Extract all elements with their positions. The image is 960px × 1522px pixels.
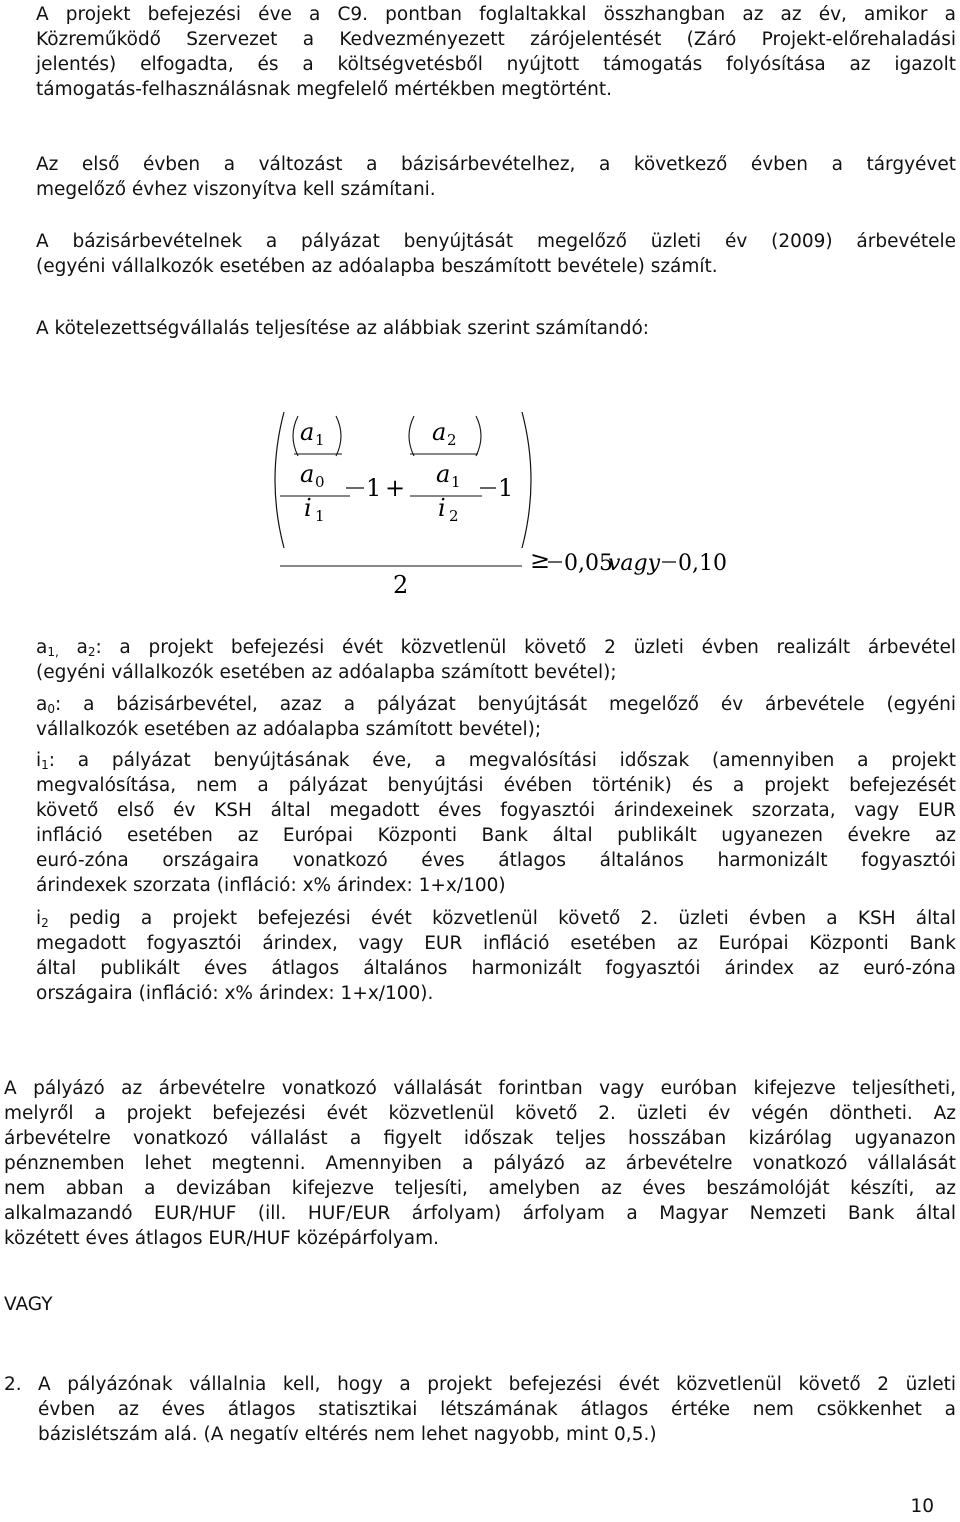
def-i1-line-1: : a pályázat benyújtásának éve, a megvalósítási időszak (amennyiben a projekt [48, 750, 956, 771]
base-revenue-line-2: (egyéni vállalkozók esetében az adóalapba beszámított bevétele) számít. [36, 256, 718, 277]
plus-sign: + [385, 474, 406, 502]
inner-paren-1-right [336, 416, 341, 456]
currency-line-1: A pályázó az árbevételre vonatkozó vállalását forintban vagy euróban kifejezve teljesítheti, [4, 1078, 956, 1099]
item-2-text [38, 1372, 956, 1447]
def-a0-line-2: vállalkozók esetében az adóalapba számított bevétel); [36, 719, 542, 740]
currency-line-4: pénznemben lehet megtenni. Amennyiben a pályázó az árbevételre vonatkozó vállalását [4, 1153, 956, 1174]
currency-line-7: közétett éves átlagos EUR/HUF középárfolyam. [4, 1228, 439, 1249]
threshold-value: 0,05 [564, 551, 613, 576]
def-i2-line-4: országaira (infláció: x% árindex: 1+x/100). [36, 983, 434, 1004]
i2-subscript: 2 [449, 507, 459, 525]
page-number: 10 [910, 1496, 934, 1517]
inner-paren-2-left [409, 416, 414, 456]
item-2-line-1: A pályázónak vállalnia kell, hogy a projekt befejezési évét közvetlenül követő 2 üzleti [38, 1374, 956, 1395]
i1-subscript: 1 [315, 507, 325, 525]
a2-subscript: 2 [447, 431, 457, 449]
a0-symbol: a [300, 460, 315, 488]
first-year-paragraph [36, 152, 956, 202]
def-i1-line-4: infláció esetében az Európai Központi Bank által publikált ugyanezen évekre az [36, 825, 956, 846]
def-a12-lead: a [36, 637, 48, 658]
def-i2-line-1: pedig a projekt befejezési évét közvetlenül követő 2. üzleti évben a KSH által [48, 908, 956, 929]
def-a12-sub2: 2 [87, 645, 96, 659]
intro-paragraph [36, 2, 956, 102]
i1-symbol: i [304, 494, 312, 522]
definition-a1-a2 [36, 635, 956, 685]
formula [260, 400, 730, 600]
vagy-word: vagy [608, 551, 661, 576]
def-a0-lead: a [36, 694, 48, 715]
intro-line-1: A projekt befejezési éve a C9. pontban foglaltakkal összhangban az az év, amikor a [36, 4, 956, 25]
def-i2-lead: i [36, 908, 42, 929]
intro-line-4: támogatás-felhasználásnak megfelelő mértékben megtörtént. [36, 79, 613, 100]
def-i2-line-3: által publikált éves átlagos általános harmonizált fogyasztói árindex az euró-zóna [36, 958, 956, 979]
vagy-label: VAGY [4, 1294, 53, 1315]
commitment-intro: A kötelezettségvállalás teljesítése az alábbiak szerint számítandó: [36, 318, 650, 339]
base-revenue-paragraph [36, 229, 956, 279]
a1b-symbol: a [436, 460, 451, 488]
def-i1-sub: 1 [41, 758, 49, 772]
def-a0-line-1: : a bázisárbevétel, azaz a pályázat benyújtását megelőző év árbevétele (egyéni [54, 694, 956, 715]
currency-paragraph [4, 1076, 956, 1251]
minus-one-2: 1 [498, 474, 514, 502]
item-2-number: 2. [4, 1374, 22, 1395]
item-2-line-3: bázislétszám alá. (A negatív eltérés nem lehet nagyobb, mint 0,5.) [38, 1424, 657, 1445]
def-i1-lead: i [36, 750, 42, 771]
def-a12-sub1: 1, [47, 645, 59, 659]
def-a12-mid: a [58, 637, 88, 658]
def-a0-sub: 0 [47, 702, 55, 716]
inner-paren-2-right [476, 416, 481, 456]
def-i1-line-3: követő első év KSH által megadott éves fogyasztói árindexeinek szorzata, vagy EUR [36, 800, 956, 821]
a1-symbol: a [300, 418, 315, 446]
formula-svg [260, 400, 730, 600]
base-revenue-line-1: A bázisárbevételnek a pályázat benyújtását megelőző üzleti év (2009) árbevétele [36, 231, 956, 252]
a1-subscript: 1 [315, 431, 325, 449]
def-i1-line-2: megvalósítása, nem a pályázat benyújtási évében történik) és a projekt befejezését [36, 775, 956, 796]
currency-line-3: árbevételre vonatkozó vállalást a figyelt időszak teljes hosszában kizárólag ugyanazon [4, 1128, 956, 1149]
first-year-line-1: Az első évben a változást a bázisárbevételhez, a következő évben a tárgyévet [36, 154, 956, 175]
def-i1-line-6: árindexek szorzata (infláció: x% árindex: 1+x/100) [36, 875, 506, 896]
a2-symbol: a [432, 418, 447, 446]
intro-line-2: Közreműködő Szervezet a Kedvezményezett zárójelentését (Záró Projekt-előrehaladási [36, 29, 956, 50]
geq-sign: ≥ [530, 546, 551, 574]
outer-paren-left [275, 412, 284, 548]
def-a12-line-1: : a projekt befejezési évét közvetlenül követő 2 üzleti évben realizált árbevétel [95, 637, 957, 658]
def-i2-line-2: megadott fogyasztói árindex, vagy EUR infláció esetében az Európai Központi Bank [36, 933, 956, 954]
i2-symbol: i [438, 494, 446, 522]
currency-line-5: nem abban a devizában kifejezve teljesíti, amelyben az éves beszámolóját készíti, az [4, 1178, 956, 1199]
a0-subscript: 0 [315, 473, 325, 491]
first-year-line-2: megelőző évhez viszonyítva kell számítani. [36, 179, 436, 200]
item-2-line-2: évben az éves átlagos statisztikai létszámának átlagos értéke nem csökkenhet a [38, 1399, 956, 1420]
def-i1-line-5: euró-zóna országaira vonatkozó éves átlagos általános harmonizált fogyasztói [36, 850, 956, 871]
minus-one-1: 1 [366, 474, 382, 502]
currency-line-6: alkalmazandó EUR/HUF (ill. HUF/EUR árfolyam) árfolyam a Magyar Nemzeti Bank által [4, 1203, 956, 1224]
def-a12-line-2: (egyéni vállalkozók esetében az adóalapba számított bevétel); [36, 662, 617, 683]
def-i2-sub: 2 [41, 916, 49, 930]
definition-i2 [36, 906, 956, 1006]
inner-paren-1-left [293, 416, 298, 456]
a1b-subscript: 1 [451, 473, 461, 491]
definition-a0 [36, 692, 956, 742]
currency-line-2: melyről a projekt befejezési évét közvetlenül követő 2. üzleti év végén döntheti. Az [4, 1103, 956, 1124]
outer-paren-right [522, 412, 531, 548]
intro-line-3: jelentés) elfogadta, és a költségvetésből nyújtott támogatás folyósítása az igazolt [36, 54, 956, 75]
threshold-value-2: 0,10 [678, 551, 727, 576]
definition-i1 [36, 748, 956, 898]
denominator: 2 [393, 571, 409, 599]
